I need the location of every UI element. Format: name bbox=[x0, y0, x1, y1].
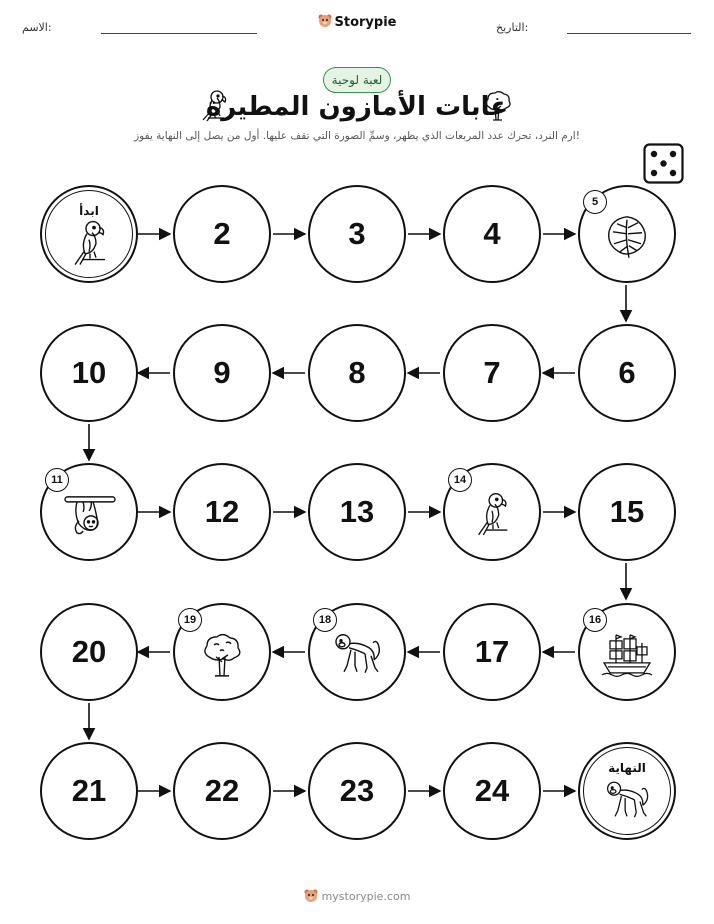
finish-space[interactable] bbox=[578, 742, 676, 840]
space-21[interactable]: 21 bbox=[40, 742, 138, 840]
space-15[interactable]: 15 bbox=[578, 463, 676, 561]
space-10[interactable]: 10 bbox=[40, 324, 138, 422]
finish-label: النهاية bbox=[608, 761, 646, 775]
space-17[interactable]: 17 bbox=[443, 603, 541, 701]
date-label: التاريخ: bbox=[496, 21, 529, 34]
space-24[interactable]: 24 bbox=[443, 742, 541, 840]
parrot-icon bbox=[472, 492, 512, 538]
space-4[interactable]: 4 bbox=[443, 185, 541, 283]
space-12[interactable]: 12 bbox=[173, 463, 271, 561]
space-7[interactable]: 7 bbox=[443, 324, 541, 422]
space-11[interactable] bbox=[40, 463, 138, 561]
page-title: غابات الأمازون المطيرة bbox=[205, 92, 509, 122]
space-2[interactable]: 2 bbox=[173, 185, 271, 283]
start-label: ابدأ bbox=[79, 204, 99, 218]
footer bbox=[0, 888, 714, 906]
ship-icon bbox=[600, 631, 654, 679]
space-20[interactable]: 20 bbox=[40, 603, 138, 701]
start-space[interactable] bbox=[40, 185, 138, 283]
parrot-icon bbox=[69, 220, 109, 268]
instructions-text: ارم النرد، تحرك عدد المربعات الذي يظهر، وسمِّ الصورة التي تقف عليها. أول من يصل إلى النهاية يفوز! bbox=[134, 130, 580, 142]
space-number-badge: 16 bbox=[583, 608, 607, 632]
space-13[interactable]: 13 bbox=[308, 463, 406, 561]
name-label: الاسم: bbox=[22, 21, 52, 34]
space-number-badge: 14 bbox=[448, 468, 472, 492]
space-5[interactable] bbox=[578, 185, 676, 283]
game-type-badge: لعبة لوحية bbox=[323, 67, 391, 93]
space-3[interactable]: 3 bbox=[308, 185, 406, 283]
space-6[interactable]: 6 bbox=[578, 324, 676, 422]
sloth-icon bbox=[61, 491, 117, 539]
space-18[interactable] bbox=[308, 603, 406, 701]
space-14[interactable] bbox=[443, 463, 541, 561]
space-number-badge: 19 bbox=[178, 608, 202, 632]
space-number-badge: 11 bbox=[45, 468, 69, 492]
monkey-icon bbox=[331, 632, 383, 678]
space-9[interactable]: 9 bbox=[173, 324, 271, 422]
storypie-logo-icon bbox=[304, 888, 318, 906]
space-23[interactable]: 23 bbox=[308, 742, 406, 840]
space-8[interactable]: 8 bbox=[308, 324, 406, 422]
space-number-badge: 18 bbox=[313, 608, 337, 632]
space-16[interactable] bbox=[578, 603, 676, 701]
space-number-badge: 5 bbox=[583, 190, 607, 214]
footer-url[interactable]: mystorypie.com bbox=[321, 890, 411, 903]
brand-name: Storypie bbox=[334, 15, 397, 30]
space-19[interactable] bbox=[173, 603, 271, 701]
monkey-icon bbox=[603, 779, 651, 823]
leaf-icon bbox=[605, 214, 649, 260]
space-22[interactable]: 22 bbox=[173, 742, 271, 840]
tree-icon bbox=[200, 631, 244, 679]
